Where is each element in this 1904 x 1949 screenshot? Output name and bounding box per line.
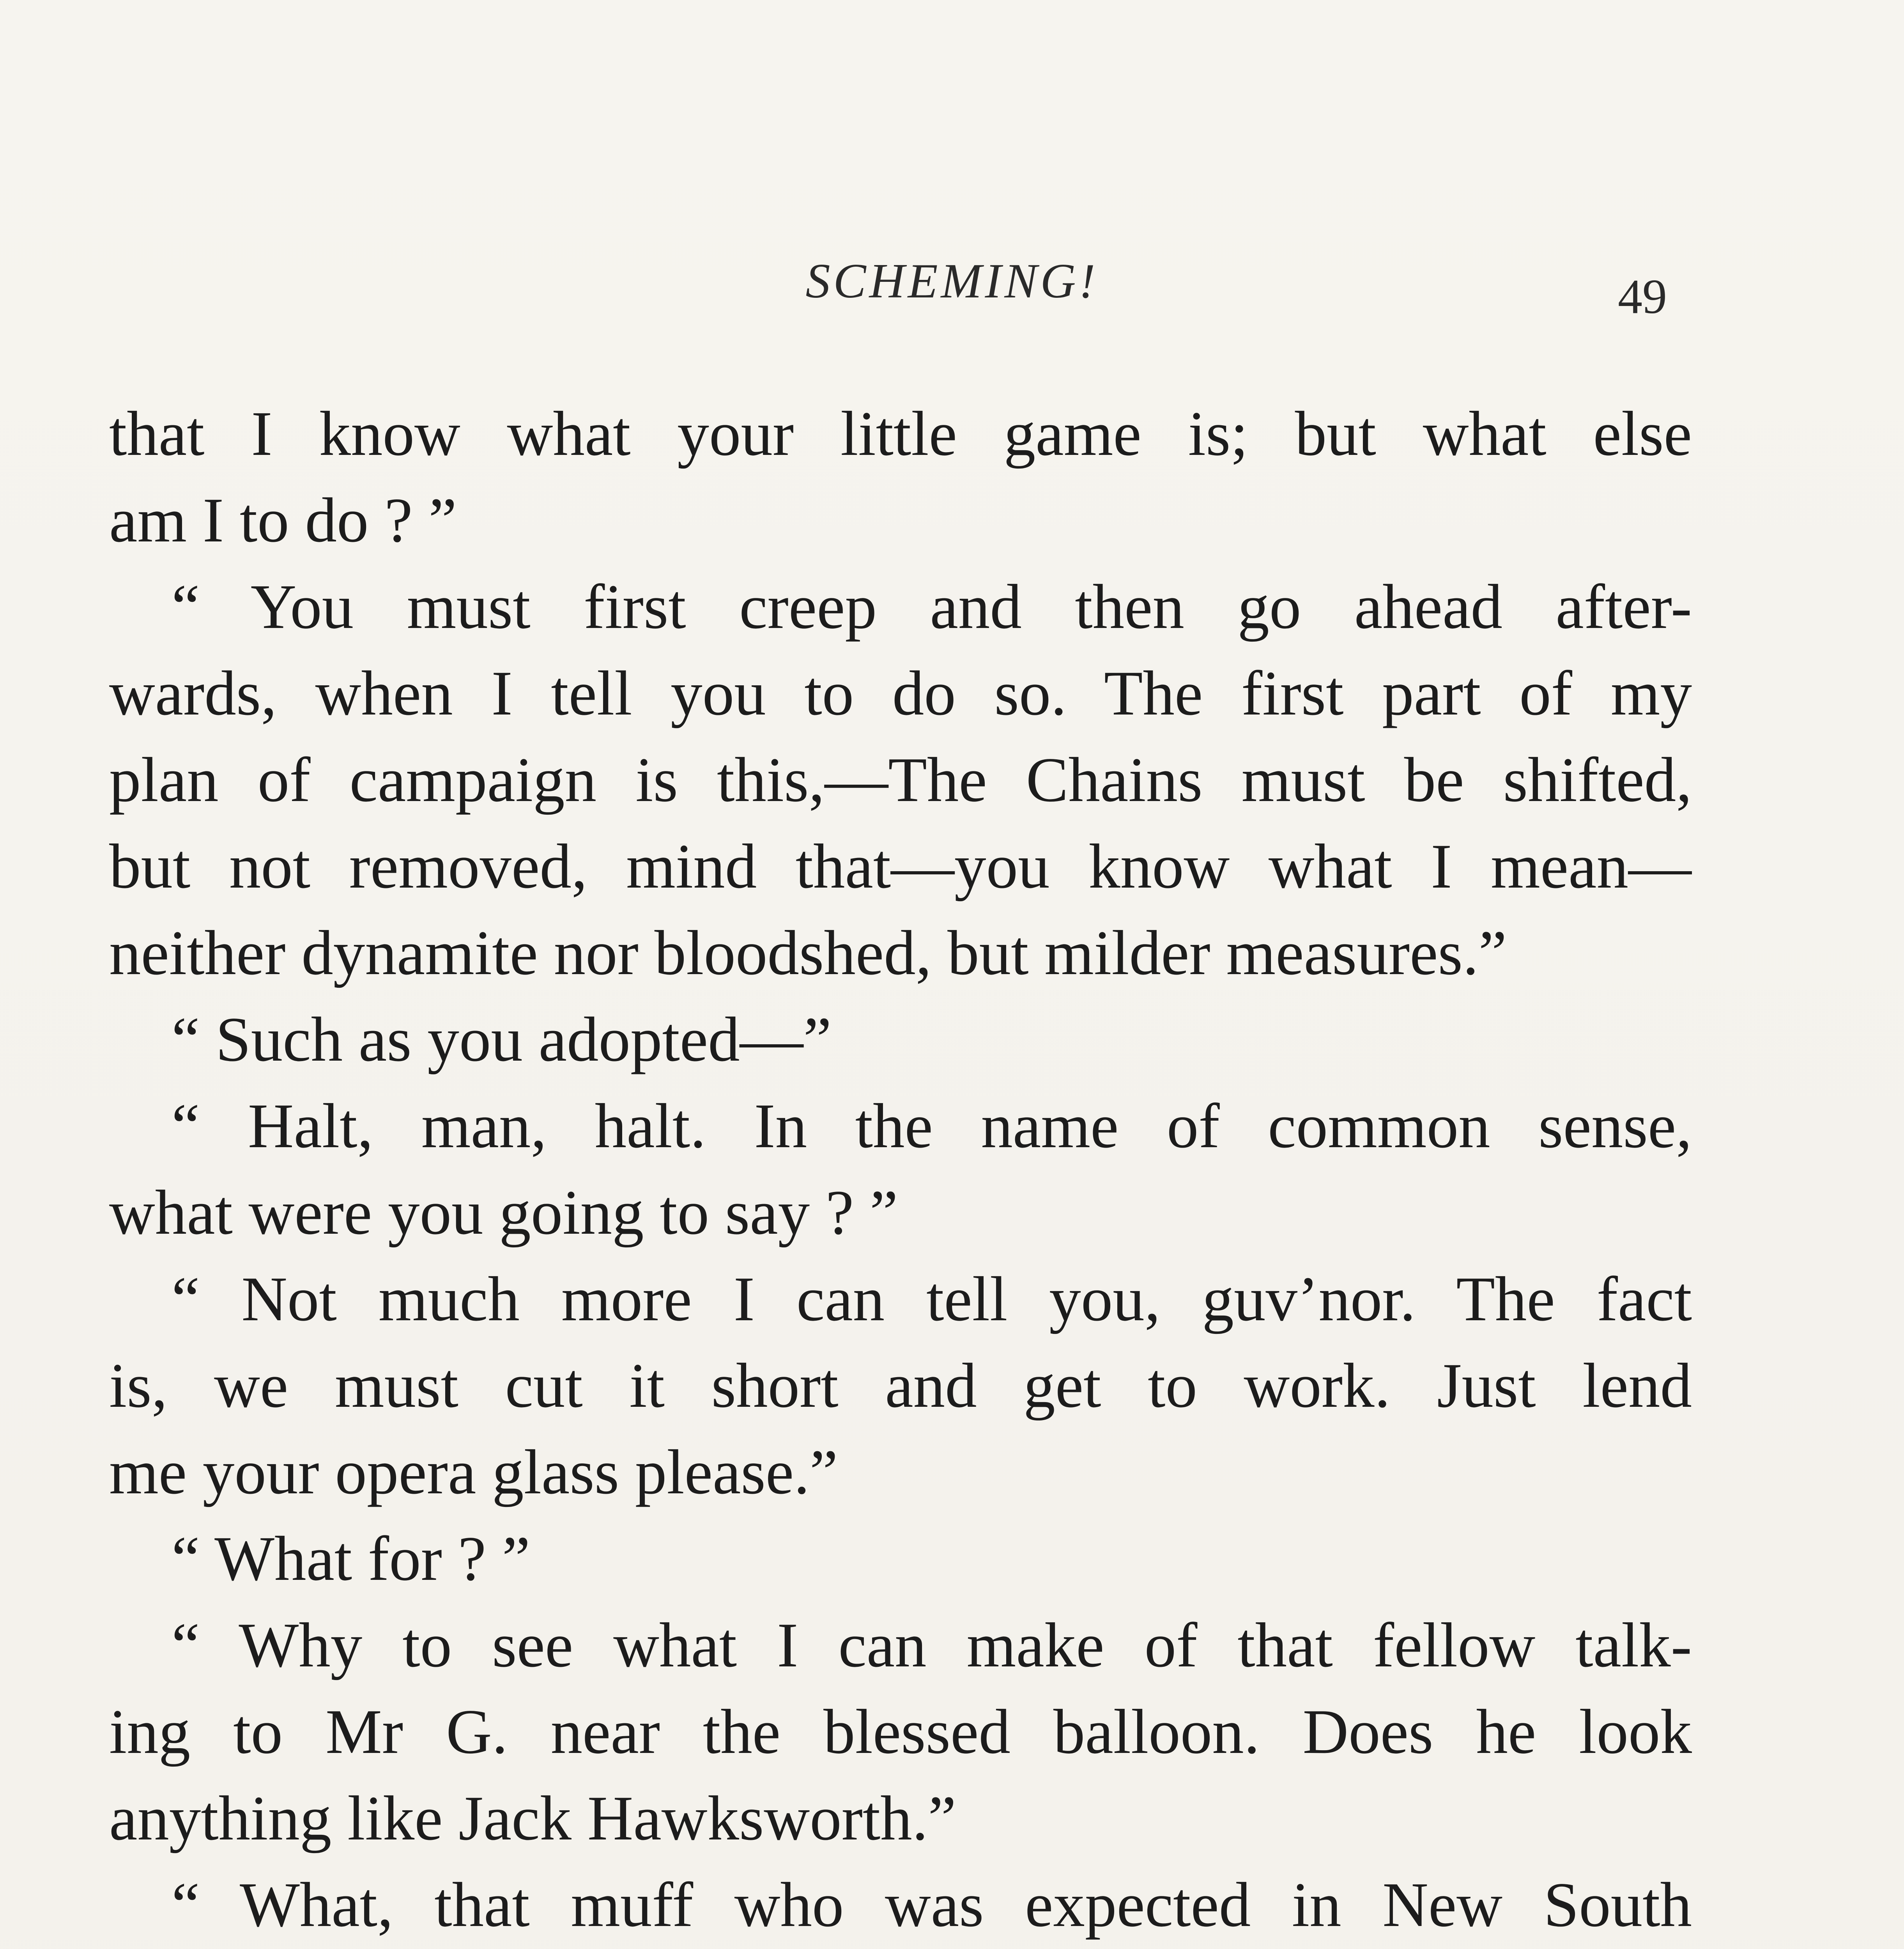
text-line: “ Not much more I can tell you, guv’nor. The fact <box>172 1264 1692 1334</box>
text-line: ing to Mr G. near the blessed balloon. Does he look <box>109 1697 1692 1767</box>
text-line: plan of campaign is this,—The Chains must be shifted, <box>109 745 1692 815</box>
page-number: 49 <box>1618 270 1667 324</box>
text-line: neither dynamite nor bloodshed, but milder measures.” <box>109 918 1507 988</box>
text-line: “ Such as you adopted—” <box>172 1005 832 1075</box>
text-line: but not removed, mind that—you know what I mean— <box>109 831 1692 902</box>
text-line: “ What, that muff who was expected in New South <box>172 1870 1692 1940</box>
running-title: SCHEMING! <box>805 254 1099 308</box>
text-line: “ You must first creep and then go ahead after- <box>172 572 1692 642</box>
text-line: am I to do ? ” <box>109 485 457 555</box>
text-line: what were you going to say ? ” <box>109 1178 898 1248</box>
text-line: anything like Jack Hawksworth.” <box>109 1783 956 1853</box>
text-line: is, we must cut it short and get to work. Just lend <box>109 1351 1692 1421</box>
text-line: me your opera glass please.” <box>109 1437 838 1507</box>
text-line: “ Why to see what I can make of that fellow talk- <box>172 1610 1692 1680</box>
text-line: that I know what your little game is; but what else <box>109 399 1692 469</box>
text-line: “ Halt, man, halt. In the name of common sense, <box>172 1091 1692 1161</box>
body-text <box>109 391 1692 1949</box>
text-line: “ What for ? ” <box>172 1524 531 1594</box>
text-line: wards, when I tell you to do so. The first part of my <box>109 658 1692 729</box>
